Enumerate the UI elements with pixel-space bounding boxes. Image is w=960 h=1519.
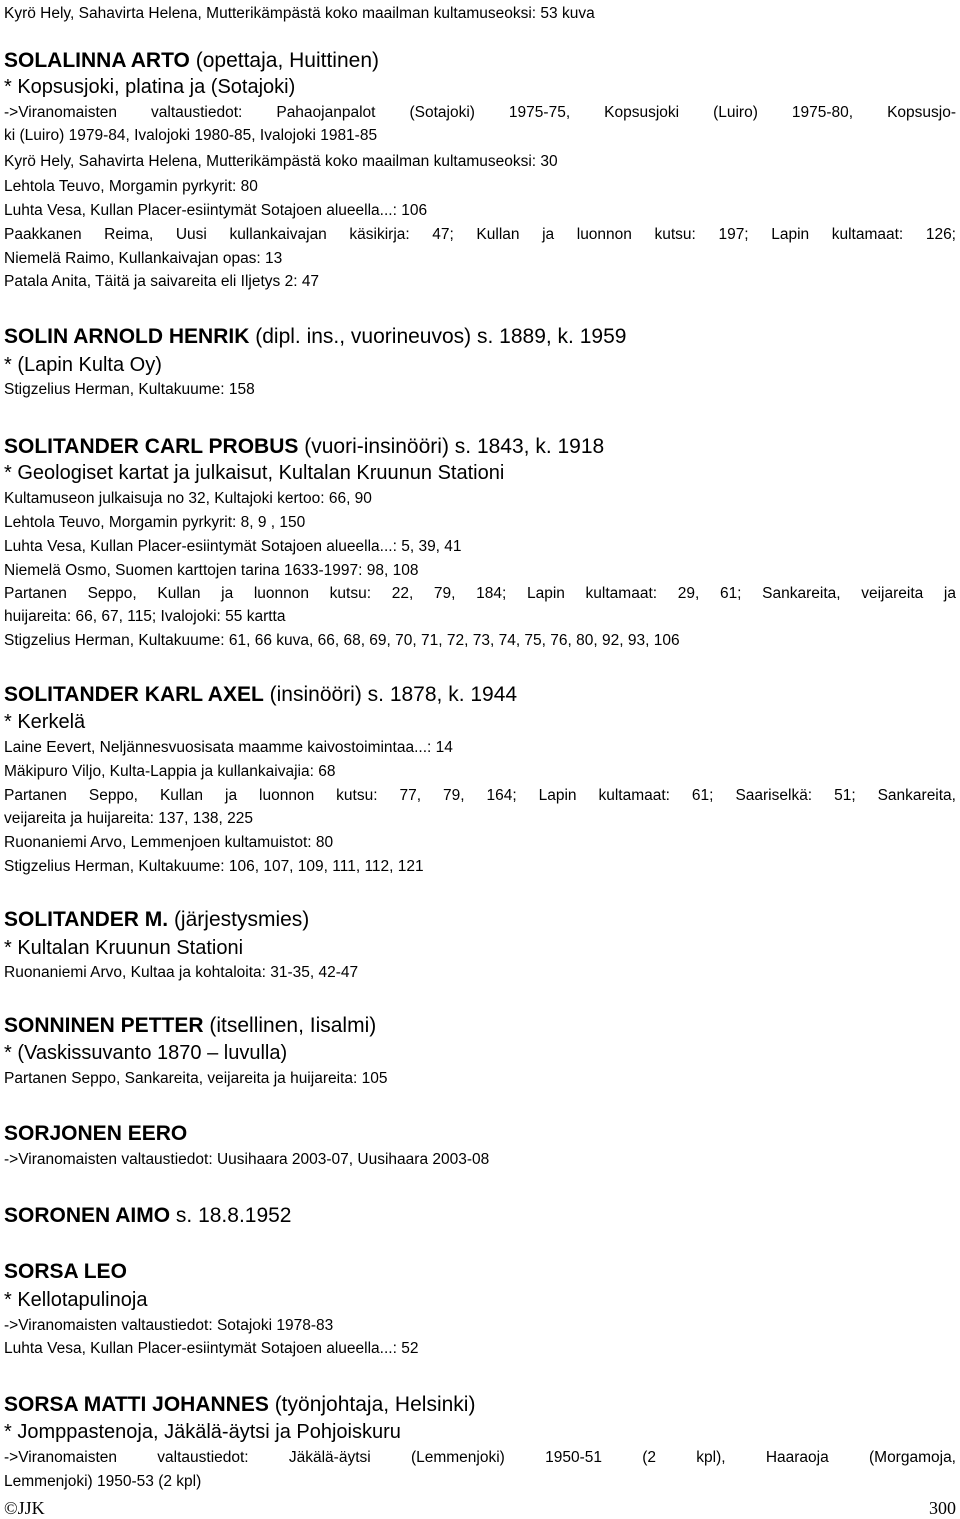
- text-line: ki (Luiro) 1979-84, Ivalojoki 1980-85, Ivalojoki 1981-85: [4, 127, 378, 144]
- entry-heading: [4, 48, 379, 74]
- entry-name: SORSA MATTI JOHANNES: [4, 1393, 269, 1416]
- text-line: ->Viranomaisten valtaustiedot: Sotajoki 1978-83: [4, 1317, 334, 1334]
- entry-detail: (dipl. ins., vuorineuvos) s. 1889, k. 1959: [249, 325, 627, 348]
- entry-name: SORJONEN EERO: [4, 1122, 188, 1145]
- text-line: Stigzelius Herman, Kultakuume: 158: [4, 381, 255, 398]
- entry-subject: * Kellotapulinoja: [4, 1289, 148, 1311]
- text-line: Paakkanen Reima, Uusi kullankaivajan käsikirja: 47; Kullan ja luonnon kutsu: 197; Lapin kultamaat: 126;: [4, 226, 956, 243]
- text-line: Luhta Vesa, Kullan Placer-esiintymät Sotajoen alueella...: 5, 39, 41: [4, 538, 462, 555]
- text-line: Luhta Vesa, Kullan Placer-esiintymät Sotajoen alueella...: 106: [4, 202, 428, 219]
- entry-heading: [4, 434, 604, 460]
- text-line: Partanen Seppo, Kullan ja luonnon kutsu: 77, 79, 164; Lapin kultamaat: 61; Saariselkä: 51; Sankareita,: [4, 787, 956, 804]
- text-line: Kyrö Hely, Sahavirta Helena, Mutterikämpästä koko maailman kultamuseoksi: 30: [4, 153, 558, 170]
- entry-heading: [4, 907, 309, 933]
- text-line: Lehtola Teuvo, Morgamin pyrkyrit: 80: [4, 178, 258, 195]
- entry-name: SORSA LEO: [4, 1260, 127, 1283]
- entry-heading: [4, 682, 517, 708]
- entry-name: SONNINEN PETTER: [4, 1014, 204, 1037]
- text-line: ->Viranomaisten valtaustiedot: Uusihaara 2003-07, Uusihaara 2003-08: [4, 1151, 490, 1168]
- entry-heading: [4, 1259, 127, 1285]
- entry-heading: [4, 324, 626, 350]
- text-line: Lemmenjoki) 1950-53 (2 kpl): [4, 1473, 202, 1490]
- entry-detail: (opettaja, Huittinen): [189, 49, 379, 72]
- entry-subject: * (Lapin Kulta Oy): [4, 354, 162, 376]
- text-line: Patala Anita, Täitä ja saivareita eli Iljetys 2: 47: [4, 273, 320, 290]
- entry-heading: [4, 1392, 475, 1418]
- text-line: Kyrö Hely, Sahavirta Helena, Mutterikämpästä koko maailman kultamuseoksi: 53 kuva: [4, 5, 595, 22]
- entry-subject: * Jomppastenoja, Jäkälä-äytsi ja Pohjoiskuru: [4, 1421, 401, 1443]
- entry-subject: * Kultalan Kruunun Stationi: [4, 937, 244, 959]
- text-line: Partanen Seppo, Kullan ja luonnon kutsu: 22, 79, 184; Lapin kultamaat: 29, 61; Sankareita, veijareita ja: [4, 585, 956, 602]
- entry-name: SOLALINNA ARTO: [4, 49, 190, 72]
- text-line: Lehtola Teuvo, Morgamin pyrkyrit: 8, 9 , 150: [4, 514, 306, 531]
- text-line: Ruonaniemi Arvo, Lemmenjoen kultamuistot: 80: [4, 834, 334, 851]
- entry-subject: * (Vaskissuvanto 1870 – luvulla): [4, 1042, 288, 1064]
- entry-detail: (järjestysmies): [168, 908, 310, 931]
- text-line: ->Viranomaisten valtaustiedot: Pahaojanpalot (Sotajoki) 1975-75, Kopsusjoki (Luiro) 1975-80, Kopsusjo-: [4, 104, 956, 121]
- entry-detail: s. 18.8.1952: [170, 1204, 292, 1227]
- text-line: Partanen Seppo, Sankareita, veijareita ja huijareita: 105: [4, 1070, 388, 1087]
- text-line: huijareita: 66, 67, 115; Ivalojoki: 55 kartta: [4, 608, 286, 625]
- text-line: Ruonaniemi Arvo, Kultaa ja kohtaloita: 31-35, 42-47: [4, 964, 359, 981]
- entry-detail: (työnjohtaja, Helsinki): [268, 1393, 476, 1416]
- entry-name: SOLITANDER M.: [4, 908, 169, 931]
- text-line: veijareita ja huijareita: 137, 138, 225: [4, 810, 254, 827]
- page-number: 300: [929, 1498, 956, 1518]
- entry-heading: [4, 1203, 292, 1229]
- text-line: Stigzelius Herman, Kultakuume: 106, 107, 109, 111, 112, 121: [4, 858, 424, 875]
- entry-detail: (itsellinen, Iisalmi): [203, 1014, 377, 1037]
- entry-name: SORONEN AIMO: [4, 1204, 171, 1227]
- entry-subject: * Kerkelä: [4, 711, 86, 733]
- text-line: Luhta Vesa, Kullan Placer-esiintymät Sotajoen alueella...: 52: [4, 1340, 419, 1357]
- entry-subject: * Kopsusjoki, platina ja (Sotajoki): [4, 76, 296, 98]
- footer-copyright: ©JJK: [4, 1498, 45, 1518]
- entry-name: SOLITANDER CARL PROBUS: [4, 435, 299, 458]
- text-line: Niemelä Raimo, Kullankaivajan opas: 13: [4, 250, 283, 267]
- text-line: Niemelä Osmo, Suomen karttojen tarina 1633-1997: 98, 108: [4, 562, 419, 579]
- entry-heading: [4, 1121, 187, 1147]
- text-line: Stigzelius Herman, Kultakuume: 61, 66 kuva, 66, 68, 69, 70, 71, 72, 73, 74, 75, 76, 80, 92, 93, 106: [4, 632, 680, 649]
- text-line: Kultamuseon julkaisuja no 32, Kultajoki kertoo: 66, 90: [4, 490, 372, 507]
- entry-name: SOLIN ARNOLD HENRIK: [4, 325, 250, 348]
- entry-subject: * Geologiset kartat ja julkaisut, Kultalan Kruunun Stationi: [4, 462, 505, 484]
- entry-name: SOLITANDER KARL AXEL: [4, 683, 264, 706]
- text-line: ->Viranomaisten valtaustiedot: Jäkälä-äytsi (Lemmenjoki) 1950-51 (2 kpl), Haaraoja (Morgamoja,: [4, 1449, 956, 1466]
- text-line: Laine Eevert, Neljännesvuosisata maamme kaivostoimintaa...: 14: [4, 739, 453, 756]
- text-line: Mäkipuro Viljo, Kulta-Lappia ja kullankaivajia: 68: [4, 763, 336, 780]
- entry-heading: [4, 1013, 376, 1039]
- entry-detail: (vuori-insinööri) s. 1843, k. 1918: [298, 435, 605, 458]
- entry-detail: (insinööri) s. 1878, k. 1944: [263, 683, 518, 706]
